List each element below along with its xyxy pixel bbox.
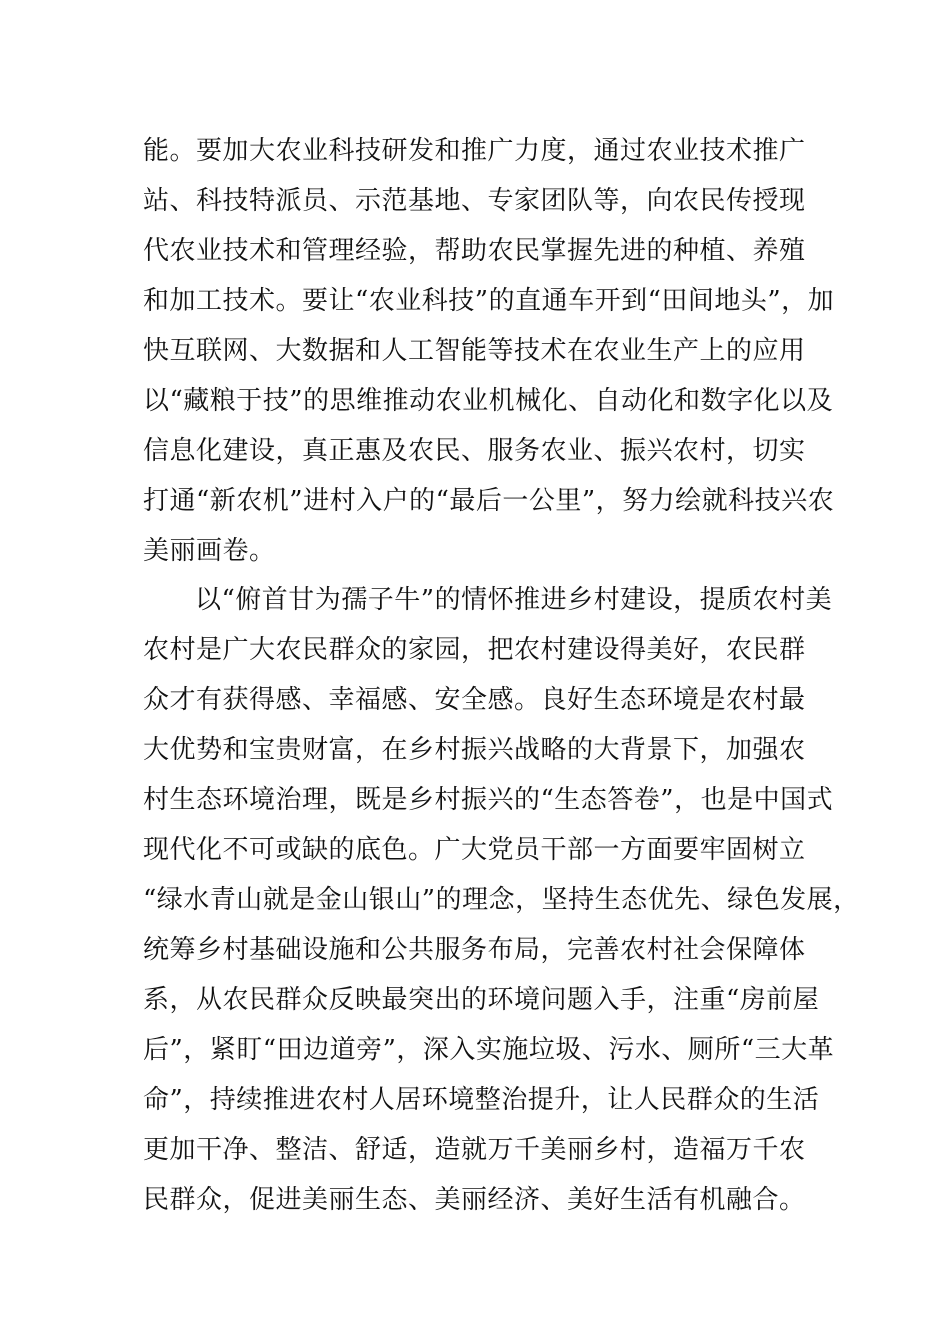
- text-line: 信息化建设，真正惠及农民、服务农业、振兴农村，切实: [143, 436, 806, 466]
- text-line: 系，从农民群众反映最突出的环境问题入手，注重“房前屋: [143, 985, 820, 1015]
- text-line: 后”，紧盯“田边道旁”，深入实施垃圾、污水、厕所“三大革: [143, 1035, 835, 1065]
- text-line: 更加干净、整洁、舒适，造就万千美丽乡村，造福万千农: [143, 1135, 806, 1165]
- text-line: 大优势和宝贵财富，在乡村振兴战略的大背景下，加强农: [143, 735, 806, 765]
- text-line: 统筹乡村基础设施和公共服务布局，完善农村社会保障体: [143, 935, 806, 965]
- text-line: 现代化不可或缺的底色。广大党员干部一方面要牢固树立: [143, 835, 806, 865]
- paragraph-rural-construction: [143, 575, 860, 1225]
- text-line: 代农业技术和管理经验，帮助农民掌握先进的种植、养殖: [143, 236, 806, 266]
- text-line: “绿水青山就是金山银山”的理念，坚持生态优先、绿色发展，: [143, 885, 860, 915]
- text-line: 站、科技特派员、示范基地、专家团队等，向农民传授现: [143, 186, 806, 216]
- text-line: 众才有获得感、幸福感、安全感。良好生态环境是农村最: [143, 685, 806, 715]
- text-line-first: 以“俯首甘为孺子牛”的情怀推进乡村建设，提质农村美: [195, 585, 833, 615]
- text-line: 快互联网、大数据和人工智能等技术在农业生产上的应用: [143, 336, 806, 366]
- text-line: 村生态环境治理，既是乡村振兴的“生态答卷”，也是中国式: [143, 785, 834, 815]
- text-line: 打通“新农机”进村入户的“最后一公里”，努力绘就科技兴农: [143, 486, 835, 516]
- text-line: 民群众，促进美丽生态、美丽经济、美好生活有机融合。: [143, 1185, 806, 1215]
- text-line: 美丽画卷。: [143, 536, 276, 566]
- text-line: 以“藏粮于技”的思维推动农业机械化、自动化和数字化以及: [143, 386, 834, 416]
- paragraph-tech-agriculture: [143, 126, 835, 576]
- text-line: 农村是广大农民群众的家园，把农村建设得美好，农民群: [143, 635, 806, 665]
- text-line: 和加工技术。要让“农业科技”的直通车开到“田间地头”，加: [143, 286, 835, 316]
- text-line: 能。要加大农业科技研发和推广力度，通过农业技术推广: [143, 136, 806, 166]
- text-line: 命”，持续推进农村人居环境整治提升，让人民群众的生活: [143, 1085, 820, 1115]
